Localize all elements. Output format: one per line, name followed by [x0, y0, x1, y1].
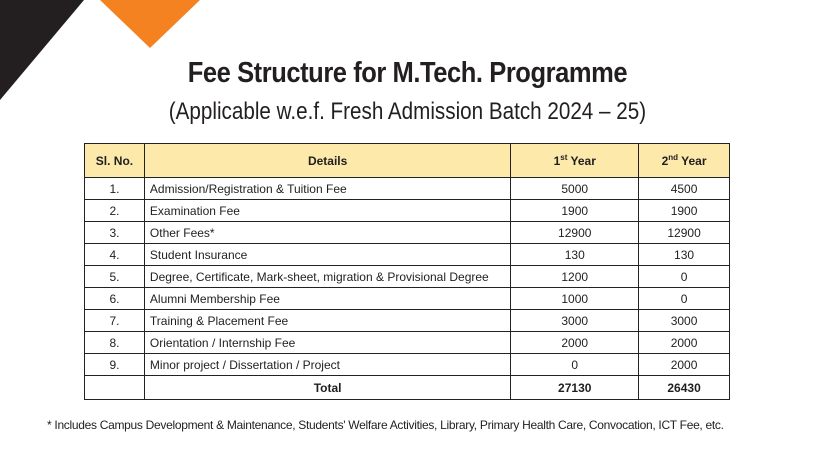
cell-year2: 12900	[639, 222, 730, 244]
cell-sl: 9.	[85, 354, 145, 376]
cell-sl: 6.	[85, 288, 145, 310]
cell-year2: 3000	[639, 310, 730, 332]
cell-sl: 4.	[85, 244, 145, 266]
table-row	[85, 200, 730, 222]
fee-table	[84, 143, 730, 400]
cell-details: Training & Placement Fee	[144, 310, 510, 332]
header-year1: 1st Year	[511, 144, 639, 178]
cell-year2: 4500	[639, 178, 730, 200]
table-row	[85, 266, 730, 288]
cell-year2: 2000	[639, 354, 730, 376]
table-header-row	[85, 144, 730, 178]
footnote: * Includes Campus Development & Maintenance, Students' Welfare Activities, Library, Primary Health Care, Convocation, ICT Fee, etc.	[47, 418, 724, 432]
cell-year2: 0	[639, 288, 730, 310]
cell-year1: 5000	[511, 178, 639, 200]
cell-year1: 12900	[511, 222, 639, 244]
cell-year1: 1000	[511, 288, 639, 310]
table-row	[85, 222, 730, 244]
cell-sl: 5.	[85, 266, 145, 288]
cell-year1: 3000	[511, 310, 639, 332]
cell-year1: 130	[511, 244, 639, 266]
total-year2: 26430	[639, 376, 730, 400]
cell-details: Admission/Registration & Tuition Fee	[144, 178, 510, 200]
cell-details: Alumni Membership Fee	[144, 288, 510, 310]
header-year2: 2nd Year	[639, 144, 730, 178]
header-sl-no: Sl. No.	[85, 144, 145, 178]
page-subtitle: (Applicable w.e.f. Fresh Admission Batch 2024 – 25)	[168, 98, 647, 125]
cell-details: Examination Fee	[144, 200, 510, 222]
table-row	[85, 178, 730, 200]
total-year1: 27130	[511, 376, 639, 400]
cell-details: Degree, Certificate, Mark-sheet, migration & Provisional Degree	[144, 266, 510, 288]
cell-year1: 2000	[511, 332, 639, 354]
table-row	[85, 244, 730, 266]
cell-year2: 2000	[639, 332, 730, 354]
cell-sl: 7.	[85, 310, 145, 332]
cell-year2: 1900	[639, 200, 730, 222]
cell-details: Orientation / Internship Fee	[144, 332, 510, 354]
cell-details: Student Insurance	[144, 244, 510, 266]
cell-year1: 1200	[511, 266, 639, 288]
header-details: Details	[144, 144, 510, 178]
total-label: Total	[144, 376, 510, 400]
cell-year2: 130	[639, 244, 730, 266]
cell-sl-empty	[85, 376, 145, 400]
cell-year2: 0	[639, 266, 730, 288]
table-row	[85, 310, 730, 332]
cell-sl: 1.	[85, 178, 145, 200]
total-row	[85, 376, 730, 400]
orange-triangle-decoration	[100, 0, 200, 48]
cell-year1: 0	[511, 354, 639, 376]
cell-sl: 2.	[85, 200, 145, 222]
cell-details: Other Fees*	[144, 222, 510, 244]
cell-year1: 1900	[511, 200, 639, 222]
cell-sl: 8.	[85, 332, 145, 354]
table-row	[85, 354, 730, 376]
cell-sl: 3.	[85, 222, 145, 244]
page-title: Fee Structure for M.Tech. Programme	[187, 57, 628, 89]
table-row	[85, 332, 730, 354]
cell-details: Minor project / Dissertation / Project	[144, 354, 510, 376]
table-row	[85, 288, 730, 310]
